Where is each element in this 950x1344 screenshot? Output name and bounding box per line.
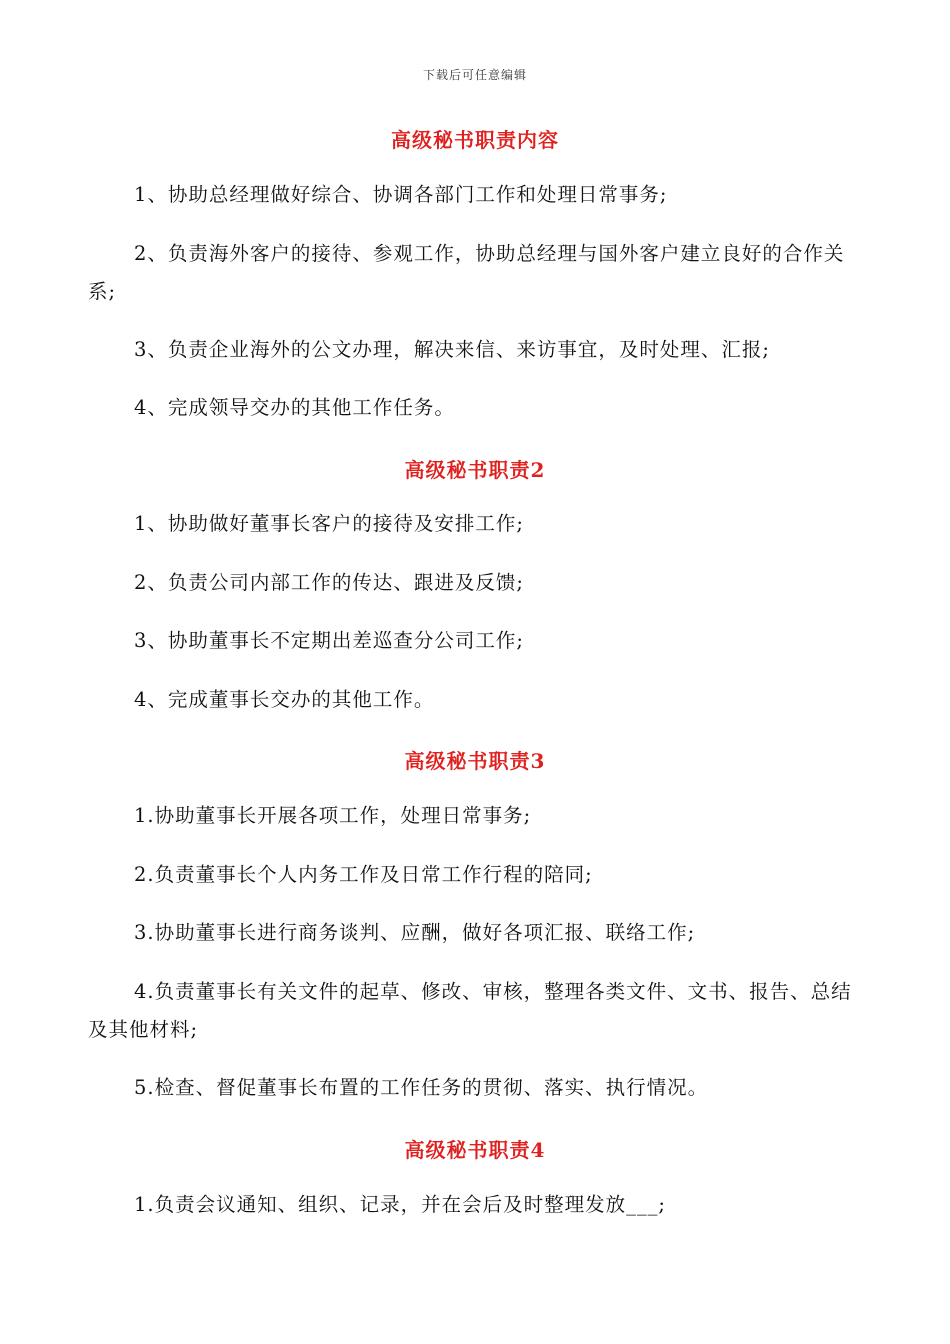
section-heading: 高级秘书职责3 — [404, 749, 546, 773]
list-item: 1、协助总经理做好综合、协调各部门工作和处理日常事务; — [134, 183, 668, 206]
list-item: 4、完成领导交办的其他工作任务。 — [134, 396, 455, 419]
list-item: 2、负责海外客户的接待、参观工作，协助总经理与国外客户建立良好的合作关系; — [88, 242, 845, 303]
section-heading: 高级秘书职责4 — [404, 1138, 546, 1162]
list-item: 2.负责董事长个人内务工作及日常工作行程的陪同; — [134, 863, 593, 886]
list-item: 3、协助董事长不定期出差巡查分公司工作; — [134, 629, 524, 652]
list-item: 4.负责董事长有关文件的起草、修改、审核，整理各类文件、文书、报告、总结及其他材料; — [88, 980, 852, 1041]
section-heading: 高级秘书职责内容 — [391, 128, 559, 152]
list-item: 3.协助董事长进行商务谈判、应酬，做好各项汇报、联络工作; — [134, 921, 696, 944]
list-item: 4、完成董事长交办的其他工作。 — [134, 688, 435, 711]
header-note: 下载后可任意编辑 — [422, 68, 527, 82]
list-item: 2、负责公司内部工作的传达、跟进及反馈; — [134, 571, 524, 594]
list-item: 1.负责会议通知、组织、记录，并在会后及时整理发放___; — [134, 1193, 666, 1216]
list-item: 3、负责企业海外的公文办理，解决来信、来访事宜，及时处理、汇报; — [134, 338, 770, 361]
list-item: 1.协助董事长开展各项工作，处理日常事务; — [134, 804, 532, 827]
list-item: 5.检查、督促董事长布置的工作任务的贯彻、落实、执行情况。 — [134, 1076, 709, 1099]
list-item: 1、协助做好董事长客户的接待及安排工作; — [134, 512, 524, 535]
section-heading: 高级秘书职责2 — [404, 458, 546, 482]
